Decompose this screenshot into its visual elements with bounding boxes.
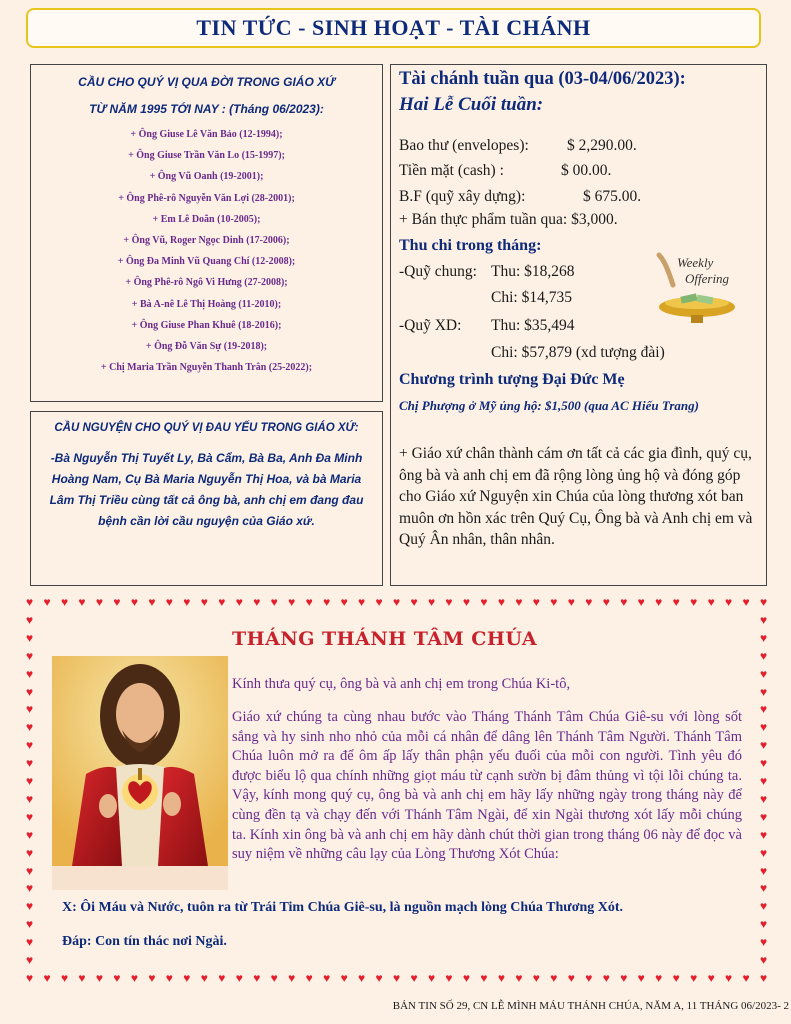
sick-heading: CẦU NGUYỆN CHO QUÝ VỊ ĐAU YẾU TRONG GIÁO XỨ: (54, 422, 359, 434)
heart-icon: ♥ (462, 971, 471, 985)
heart-icon: ♥ (218, 595, 226, 609)
finance-box (390, 64, 767, 586)
monthly-heading: Thu chi trong tháng: (399, 237, 542, 254)
statue-heading: Chương trình tượng Đại Đức Mẹ (399, 371, 625, 388)
envelopes-value: $ 2,290.00. (567, 137, 637, 154)
heart-icon: ♥ (218, 971, 226, 985)
versicle-label: X: (62, 900, 77, 915)
heart-icon: ♥ (760, 827, 768, 842)
heart-icon: ♥ (760, 917, 768, 932)
heart-icon: ♥ (270, 595, 278, 609)
heart-icon: ♥ (637, 971, 645, 985)
heart-icon: ♥ (760, 756, 768, 771)
heart-icon: ♥ (620, 595, 628, 609)
heart-icon: ♥ (26, 738, 34, 753)
building-expense: Chi: $57,879 (xd tượng đài) (491, 344, 665, 361)
heart-icon: ♥ (672, 595, 680, 609)
food-sale: + Bán thực phẩm tuần qua: $3,000. (399, 211, 618, 228)
bf-value: $ 675.00. (583, 188, 642, 205)
heart-icon: ♥ (148, 971, 156, 985)
heart-icon: ♥ (427, 595, 436, 609)
heart-icon: ♥ (760, 809, 768, 824)
heart-icon: ♥ (410, 595, 418, 609)
heart-icon: ♥ (26, 845, 34, 860)
heart-icon: ♥ (602, 595, 610, 609)
heart-icon: ♥ (43, 971, 51, 985)
bf-label: B.F (quỹ xây dựng): (399, 188, 526, 205)
heart-icon: ♥ (358, 595, 366, 609)
heart-icon: ♥ (26, 684, 34, 699)
heart-icon: ♥ (235, 971, 243, 985)
heart-icon: ♥ (480, 595, 488, 609)
heart-icon: ♥ (375, 595, 383, 609)
heart-icon: ♥ (707, 971, 715, 985)
versicle-text: Ôi Máu và Nước, tuôn ra từ Trái Tim Chúa Giê-su, là nguồn mạch lòng Chúa Thương Xót. (80, 900, 624, 915)
deceased-list (31, 124, 382, 378)
heart-icon: ♥ (26, 899, 34, 914)
heart-icon: ♥ (270, 971, 278, 985)
heart-icon: ♥ (60, 971, 69, 985)
heart-icon: ♥ (26, 971, 34, 985)
finance-title: Tài chánh tuần qua (03-04/06/2023): (399, 69, 686, 89)
heart-icon: ♥ (78, 971, 86, 985)
heart-icon: ♥ (26, 630, 34, 645)
deceased-subheading: TỪ NĂM 1995 TỚI NAY : (Tháng 06/2023): (89, 102, 324, 116)
heart-icon: ♥ (26, 863, 34, 878)
heart-icon: ♥ (26, 595, 34, 609)
heart-icon: ♥ (760, 612, 768, 627)
heart-icon: ♥ (760, 791, 768, 806)
heart-icon: ♥ (480, 971, 488, 985)
heart-icon: ♥ (340, 971, 348, 985)
cash-label: Tiền mặt (cash) : (399, 162, 504, 179)
heart-icon: ♥ (427, 971, 436, 985)
sick-prayer-box (30, 411, 383, 586)
heart-icon: ♥ (95, 595, 104, 609)
list-item: + Em Lê Doãn (10-2005); (152, 213, 261, 225)
heart-icon: ♥ (707, 595, 715, 609)
heart-icon: ♥ (445, 595, 453, 609)
heart-icon: ♥ (742, 595, 750, 609)
heart-icon: ♥ (532, 595, 540, 609)
statue-note: Chị Phượng ở Mỹ ủng hộ: $1,500 (qua AC Hiếu Trang) (399, 398, 699, 413)
list-item: + Ông Phê-rô Nguyễn Văn Lợi (28-2001); (118, 192, 295, 204)
heart-icon: ♥ (235, 595, 243, 609)
heart-icon: ♥ (26, 953, 34, 968)
list-item: + Ông Giuse Lê Văn Bảo (12-1994); (130, 129, 283, 140)
heart-icon: ♥ (183, 595, 191, 609)
heart-icon: ♥ (532, 971, 540, 985)
heart-icon: ♥ (26, 720, 34, 735)
heart-icon: ♥ (760, 774, 768, 789)
heart-icon: ♥ (725, 971, 733, 985)
heart-icon: ♥ (130, 595, 138, 609)
heart-icon: ♥ (585, 971, 593, 985)
heart-icon: ♥ (43, 595, 51, 609)
heart-icon: ♥ (165, 971, 173, 985)
heart-icon: ♥ (393, 971, 401, 985)
heart-icon: ♥ (393, 595, 401, 609)
list-item: + Ông Phê-rô Ngô Vi Hưng (27-2008); (125, 277, 288, 289)
heart-icon: ♥ (305, 595, 313, 609)
sacred-heart-title: THÁNG THÁNH TÂM CHÚA (232, 628, 538, 650)
heart-icon: ♥ (515, 971, 523, 985)
list-item: + Ông Đa Minh Vũ Quang Chí (12-2008); (117, 256, 296, 268)
sacred-heart-image (52, 656, 228, 890)
list-item: + Ông Giuse Trần Văn Lo (15-1997); (128, 150, 285, 162)
building-income: Thu: $35,494 (491, 317, 575, 334)
heart-icon: ♥ (253, 595, 261, 609)
deceased-prayer-box (30, 64, 383, 402)
heart-icon: ♥ (113, 595, 121, 609)
list-item: + Ông Đỗ Văn Sự (19-2018); (145, 341, 268, 353)
heart-icon: ♥ (760, 684, 768, 699)
heart-icon: ♥ (200, 971, 208, 985)
response-text: Con tín thác nơi Ngài. (95, 934, 227, 949)
page-title: TIN TỨC - SINH HOẠT - TÀI CHÁNH (26, 8, 761, 48)
heart-icon: ♥ (515, 595, 523, 609)
finance-subtitle: Hai Lễ Cuối tuần: (399, 94, 544, 115)
heart-icon: ♥ (567, 971, 575, 985)
heart-icon: ♥ (550, 971, 558, 985)
weekly-offering-icon (651, 251, 737, 327)
heart-icon: ♥ (26, 827, 34, 842)
heart-icon: ♥ (760, 648, 768, 663)
heart-icon: ♥ (95, 971, 104, 985)
envelopes-label: Bao thư (envelopes): (399, 137, 529, 154)
heart-icon: ♥ (760, 953, 768, 968)
sick-body: -Bà Nguyễn Thị Tuyết Ly, Bà Cẩm, Bà Ba, Anh Đa Minh Hoàng Nam, Cụ Bà Maria Nguyễn Thị Hoa, và bà Maria Lâm Thị Triều cùng tất cả ông bà, anh chị em đang đau bệnh cần lời cầu nguyện của Giáo xứ. (49, 451, 364, 528)
list-item: + Bà A-nê Lê Thị Hoàng (11-2010); (131, 298, 282, 310)
page-footer: BẢN TIN SỐ 29, CN LỄ MÌNH MÁU THÁNH CHÚA, NĂM A, 11 THÁNG 06/2023- 2 (392, 1000, 789, 1012)
heart-icon: ♥ (567, 595, 575, 609)
heart-icon: ♥ (760, 899, 768, 914)
heart-icon: ♥ (26, 702, 34, 717)
heart-icon: ♥ (742, 971, 750, 985)
heart-icon: ♥ (288, 971, 296, 985)
heart-icon: ♥ (26, 666, 34, 681)
thanks-paragraph: + Giáo xứ chân thành cám ơn tất cả các gia đình, quý cụ, ông bà và anh chị em đã rộng lòng ủng hộ và đóng góp cho Giáo xứ Nguyện xin Chúa của lòng thương xót ban muôn ơn hồn xác trên Quý Cụ, Ông bà và Anh chị em và Quý Ân nhân, thân nhân. (399, 445, 753, 548)
heart-icon: ♥ (725, 595, 733, 609)
building-fund-label: -Quỹ XD: (399, 317, 462, 334)
heart-icon: ♥ (253, 971, 261, 985)
heart-icon: ♥ (602, 971, 610, 985)
heart-icon: ♥ (655, 971, 663, 985)
sacred-heart-body: Giáo xứ chúng ta cùng nhau bước vào Tháng Thánh Tâm Chúa Giê-su với lòng sốt sắng và hy sinh nho nhỏ của mỗi cá nhân để dâng lên Thánh Tâm Người. Thánh Tâm Chúa luôn mở ra để ôm ấp lấy thân phận yếu đuối của mỗi con người. Tình yêu đó được biểu lộ qua chính những giọt máu từ cạnh sườn bị đâm thủng vì tội lỗi chúng ta. Vậy, kính mong quý cụ, ông bà và anh chị em hãy lấy những ngày trong tháng này để cùng đền tạ và chạy đến với Thánh Tâm Ngài, để xin Ngài thương xót lấy mỗi chúng ta. Kính xin ông bà và anh chị em hãy dành chút thời gian trong tháng 06 này để đọc và suy niệm về những câu lạy của Lòng Thương Xót Chúa: (232, 709, 742, 863)
heart-icon: ♥ (760, 881, 768, 896)
heart-icon: ♥ (26, 612, 34, 627)
heart-icon: ♥ (585, 595, 593, 609)
prayer-versicle (62, 900, 623, 916)
heart-icon: ♥ (323, 971, 331, 985)
heart-icon: ♥ (375, 971, 383, 985)
heart-icon: ♥ (760, 720, 768, 735)
heart-icon: ♥ (550, 595, 558, 609)
heart-icon: ♥ (445, 971, 453, 985)
heart-icon: ♥ (672, 971, 680, 985)
heart-icon: ♥ (655, 595, 663, 609)
heart-icon: ♥ (760, 738, 768, 753)
heart-icon: ♥ (620, 971, 628, 985)
deceased-heading: CẦU CHO QUÝ VỊ QUA ĐỜI TRONG GIÁO XỨ (78, 75, 335, 89)
heart-icon: ♥ (760, 595, 768, 609)
heart-icon: ♥ (690, 595, 698, 609)
list-item: + Ông Vũ, Roger Ngọc Dinh (17-2006); (123, 235, 290, 247)
heart-icon: ♥ (497, 595, 505, 609)
heart-icon: ♥ (760, 666, 768, 681)
heart-icon: ♥ (760, 630, 768, 645)
heart-icon: ♥ (200, 595, 208, 609)
sacred-heart-greeting: Kính thưa quý cụ, ông bà và anh chị em trong Chúa Ki-tô, (232, 676, 571, 692)
heart-icon: ♥ (305, 971, 313, 985)
heart-icon: ♥ (26, 917, 34, 932)
general-expense: Chi: $14,735 (491, 289, 572, 306)
heart-icon: ♥ (165, 595, 173, 609)
heart-icon: ♥ (760, 702, 768, 717)
heart-icon: ♥ (60, 595, 69, 609)
heart-icon: ♥ (130, 971, 138, 985)
general-income: Thu: $18,268 (491, 263, 575, 280)
heart-icon: ♥ (26, 774, 34, 789)
heart-icon: ♥ (760, 971, 768, 985)
offering-text-2: Offering (685, 271, 730, 286)
heart-icon: ♥ (288, 595, 296, 609)
heart-icon: ♥ (26, 791, 34, 806)
heart-icon: ♥ (637, 595, 645, 609)
heart-icon: ♥ (462, 595, 471, 609)
general-fund-label: -Quỹ chung: (399, 263, 477, 280)
heart-icon: ♥ (113, 971, 121, 985)
cash-value: $ 00.00. (561, 162, 612, 179)
heart-icon: ♥ (148, 595, 156, 609)
heart-icon: ♥ (26, 756, 34, 771)
heart-icon: ♥ (26, 809, 34, 824)
heart-icon: ♥ (760, 935, 768, 950)
heart-icon: ♥ (358, 971, 366, 985)
heart-icon: ♥ (690, 971, 698, 985)
list-item: + Ông Vũ Oanh (19-2001); (149, 171, 264, 183)
prayer-response (62, 934, 227, 950)
list-item: + Chị Maria Trần Nguyễn Thanh Trân (25-2022); (100, 362, 313, 374)
heart-icon: ♥ (323, 595, 331, 609)
heart-icon: ♥ (760, 863, 768, 878)
heart-icon: ♥ (183, 971, 191, 985)
response-label: Đáp: (62, 934, 92, 949)
list-item: + Ông Giuse Phan Khuê (18-2016); (131, 319, 282, 331)
heart-icon: ♥ (26, 648, 34, 663)
heart-icon: ♥ (26, 881, 34, 896)
heart-icon: ♥ (26, 935, 34, 950)
heart-icon: ♥ (497, 971, 505, 985)
heart-icon: ♥ (340, 595, 348, 609)
heart-icon: ♥ (78, 595, 86, 609)
heart-icon: ♥ (760, 845, 768, 860)
offering-text-1: Weekly (677, 255, 714, 270)
heart-icon: ♥ (410, 971, 418, 985)
